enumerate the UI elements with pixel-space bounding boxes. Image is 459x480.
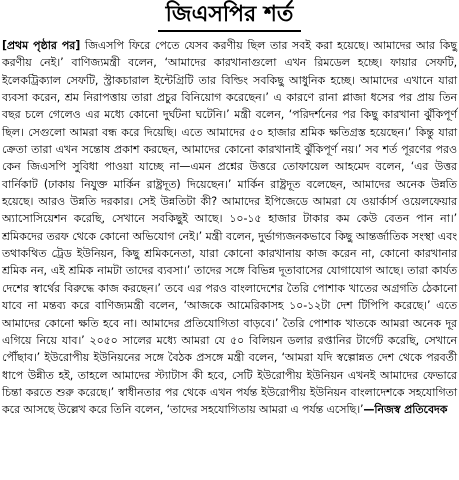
article-headline: জিএসপির শর্ত <box>158 0 302 32</box>
continuation-kicker: [প্রথম পৃষ্ঠার পর] <box>2 39 81 52</box>
article-body <box>2 37 457 419</box>
article-byline: —নিজস্ব প্রতিবেদক <box>363 403 448 417</box>
headline-area <box>0 0 459 34</box>
article-body-text: জিএসপি ফিরে পেতে যেসব করণীয় ছিল তার সবই করা হয়েছে। আমাদের আর কিছু করণীয় নেই।’ বাণিজ্যমন্ত্রী বলেন, ‘আমাদের কারখানাগুলো এখন রিমডেল হচ্ছে। ফায়ার সেফটি, ইলেকট্রিক্যাল সেফটি, স্ট্রাকচারাল ইন্টেগ্রিটি তার বিল্ডিং সবকিছু আধুনিক হচ্ছে। আমাদের এখানে যারা ব্যবসা করেন, শ্রম নিরাপত্তায় তারা প্রচুর বিনিয়োগ করেছেন।’ এ কারণে রানা প্লাজা ধসের পর প্রায় তিন বছর চলে গেলেও এর মধ্যে কোনো দুর্ঘটনা ঘটেনি।’ মন্ত্রী বলেন, ‘পরিদর্শনের পর কিছু কারখানা ঝুঁকিপূর্ণ ছিল। সেগুলো আমরা বন্ধ করে দিয়েছি। এতে আমাদের ৫০ হাজার শ্রমিক ক্ষতিগ্রস্ত হয়েছেন।’ কিন্তু যারা ক্রেতা তারা এখন সন্তোষ প্রকাশ করছেন, আমাদের কোনো কারখানাই ঝুঁকিপূর্ণ নয়।’ সব শর্ত পূরণের পরও কেন জিএসপি সুবিধা পাওয়া যাচ্ছে না—এমন প্রশ্নের উত্তরে তোফায়েল আহমেদ বলেন, ‘এর উত্তর বার্নিকাট (ঢাকায় নিযুক্ত মার্কিন রাষ্ট্রদূত) দিয়েছেন।’ মার্কিন রাষ্ট্রদূত বলেছেন, আমাদের অনেক উন্নতি হয়েছে। আরও উন্নতি দরকার। সেই উন্নতিটা কী? আমাদের ইপিজেডে আমরা যে ওয়ার্কার্স ওয়েলফেয়ার অ্যাসোসিয়েশন করেছি, সেখানে সবকিছুই আছে। ১০-১৫ হাজার টাকার কম কেউ বেতন পান না।’ শ্রমিকদের তরফ থেকে কোনো অভিযোগ নেই।’ মন্ত্রী বলেন, দুর্ভাগ্যজনকভাবে কিছু আন্তর্জাতিক সংস্থা এবং তথাকথিত ট্রেড ইউনিয়ন, কিছু শ্রমিকনেতা, যারা কোনো কারখানায় কাজ করেন না, কোনো কারখানার শ্রমিক নন, এই শ্রমিক নামটা তাদের ব্যবসা।’ তাদের সঙ্গে বিভিন্ন দূতাবাসের যোগাযোগ আছে। তারা কার্যত দেশের স্বার্থের বিরুদ্ধে কাজ করছেন।’ তবে এর পরও বাংলাদেশের তৈরি পোশাক খাতের অগ্রগতি ঠেকানো যাবে না মন্তব্য করে বাণিজ্যমন্ত্রী বলেন, ‘আজকে আমেরিকাসহ ১০-১২টা দেশ টিপিপি করেছে।’ এতে আমাদের কোনো ক্ষতি হবে না। আমাদের প্রতিযোগিতা বাড়বে।’ তৈরি পোশাক খাতকে আমরা অনেক দূর এগিয়ে নিয়ে যাব।’ ২০৫০ সালের মধ্যে আমরা যে ৫০ বিলিয়ন ডলার রপ্তানির টার্গেট করেছি, সেখানে পৌঁছাব।’ ইউরোপীয় ইউনিয়নের সঙ্গে বৈঠক প্রসঙ্গে মন্ত্রী বলেন, ‘আমরা যদি স্বল্পোন্নত দেশ থেকে পরবর্তী ধাপে উন্নীত হই, তাহলে আমাদের স্ট্যাটাস কী হবে, সেটি ইউরোপীয় ইউনিয়ন এখনই আমাদের ফেভারে চিন্তা করতে শুরু করেছে।’ স্বাধীনতার পর থেকে এখন পর্যন্ত ইউরোপীয় ইউনিয়ন বাংলাদেশকে সহযোগিতা করে আসছে উল্লেখ করে তিনি বলেন, ‘তাদের সহযোগিতায় আমরা এ পর্যন্ত এসেছি।’ <box>2 39 457 417</box>
